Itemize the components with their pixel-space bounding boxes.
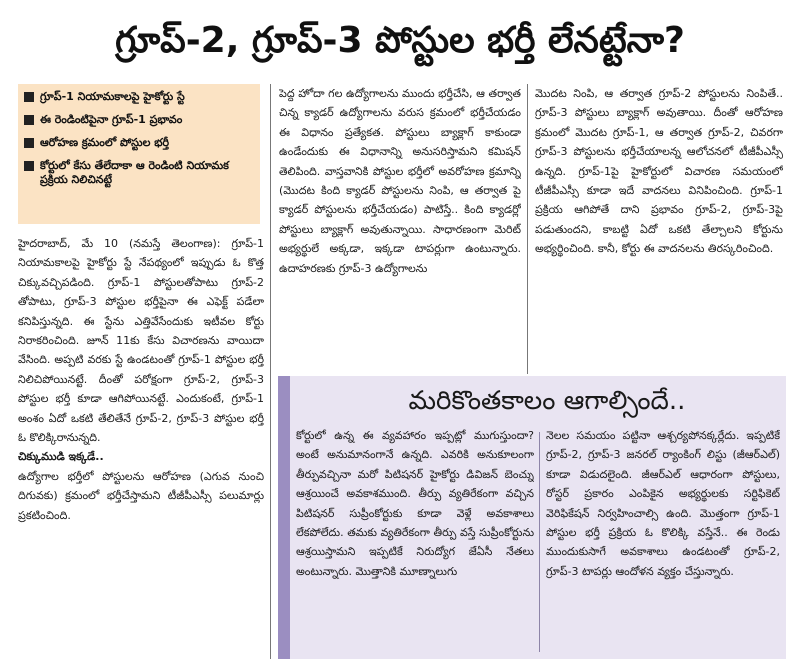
- highlight-text: ఆరోహణ క్రమంలో పోస్టుల భర్తీ: [40, 136, 170, 149]
- sidebar-box: [278, 376, 786, 659]
- article-paragraph: పెద్ద హోదా గల ఉద్యోగాలను ముందు భర్తీచేసి, ఆ తర్వాత చిన్న క్యాడర్ ఉద్యోగాలను వరుస క్రమంలో భర్తీచేయడం ఈ విధానం ప్రత్యేకత. పోస్టులు బ్యాక్లాగ్ కాకుండా ఉండేందుకు ఈ విధానాన్ని అనుసరిస్తామని కమిషన్ తెలిపింది. వాస్తవానికి పోస్టుల భర్తీలో అవరోహణ క్రమాన్ని (మొదట కింది క్యాడర్ పోస్టులను నింపి, ఆ తర్వాత పై క్యాడర్ పోస్టులను భర్తీచేయడం) పాటిస్తే.. కింది క్యాడర్లో పోస్టులు బ్యాక్లాగ్ అవుతున్నాయి. సాధారణంగా మెరిట్ అభ్యర్థులే అక్కడా, ఇక్కడా టాపర్లుగా ఉంటున్నారు. ఉదాహరణకు గ్రూప్-3 ఉద్యోగాలను: [279, 87, 521, 275]
- square-bullet-icon: [24, 115, 34, 125]
- highlights-box: [18, 84, 260, 224]
- column-divider: [270, 84, 271, 659]
- square-bullet-icon: [24, 138, 34, 148]
- article-lead-paragraph: హైదరాబాద్, మే 10 (నమస్తే తెలంగాణ): గ్రూప్-1 నియామకాలపై హైకోర్టు స్టే నేపథ్యంలో ఇప్పుడు ఓ కొత్త చిక్కువచ్చిపడింది. గ్రూప్-1 పోస్టులతోపాటు గ్రూప్-2 తోపాటు, గ్రూప్-3 పోస్టుల భర్తీపైనా ఈ ఎఫెక్ట్ పడేలా కనిపిస్తున్నది. ఈ స్టేను ఎత్తివేసేందుకు ఇటీవల కోర్టు నిరాకరించింది. జూన్ 11కు కేసు విచారణను వాయిదా వేసింది. అప్పటి వరకు స్టే ఉండటంతో గ్రూప్-1 పోస్టుల భర్తీ నిలిచిపోయినట్టే. దీంతో పరోక్షంగా గ్రూప్-2, గ్రూప్-3 పోస్టుల భర్తీ కూడా ఆగిపోయినట్టే. ఎందుకంటే, గ్రూప్-1 అంశం ఏదో ఒకటి తేలితేనే గ్రూప్-2, గ్రూప్-3 పోస్టుల భర్తీ ఓ కొలిక్కిరానున్నది.: [18, 237, 264, 445]
- highlight-item: [24, 159, 254, 187]
- highlight-text: గ్రూప్-1 నియామకాలపై హైకోర్టు స్టే: [40, 90, 185, 103]
- article-paragraph: కోర్టులో ఉన్న ఈ వ్యవహారం ఇప్పట్లో ముగుస్తుందా? అంటే అనుమానంగానే ఉన్నది. ఎవరికి అనుకూలంగా తీర్పువచ్చినా మరో పిటిషనర్ హైకోర్టు డివిజన్ బెంచ్ను ఆశ్రయించే అవకాశముంది. తీర్పు వ్యతిరేకంగా వచ్చిన పిటిషనర్ సుప్రీంకోర్టుకు కూడా వెళ్లే అవకాశాలు లేకపోలేదు. తమకు వ్యతిరేకంగా తీర్పు వస్తే సుప్రీంకోర్టును ఆశ్రయిస్తామని ఇప్పటికే నిరుద్యోగ జేఏసీ నేతలు అంటున్నారు. మొత్తానికి మూణ్నాలుగు: [296, 429, 534, 578]
- highlight-item: [24, 136, 254, 150]
- article-column-3: [535, 84, 783, 374]
- column-divider: [527, 84, 528, 374]
- highlight-item: [24, 90, 254, 104]
- sidebar-box-column-2: [546, 426, 780, 654]
- article-paragraph: ఉద్యోగాల భర్తీలో పోస్టులను ఆరోహణ (ఎగువ నుంచి దిగువకు) క్రమంలో భర్తీచేస్తామని టీజీపీఎస్సీ పలుమార్లు ప్రకటించింది.: [18, 469, 264, 522]
- article-paragraph: మొదట నింపి, ఆ తర్వాత గ్రూప్-2 పోస్టులను నింపితే.. గ్రూప్-3 పోస్టులు బ్యాక్లాగ్ అవుతాయి. దీంతో ఆరోహణ క్రమంలో మొదట గ్రూప్-1, ఆ తర్వాత గ్రూప్-2, చివరగా గ్రూప్-3 పోస్టులను భర్తీచేయాలన్న ఆలోచనలో టీజీపీఎస్సీ ఉన్నది. గ్రూప్-1పై హైకోర్టులో విచారణ సమయంలో టీజీపీఎస్సీ కూడా ఇదే వాదనలు వినిపించింది. గ్రూప్-1 ప్రక్రియ ఆగిపోతే దాని ప్రభావం గ్రూప్-2, గ్రూప్-3పై పడుతుందని, కాబట్టి ఏదో ఒకటి తేల్చాలని కోర్టును అభ్యర్థించింది. కానీ, కోర్టు ఈ వాదనలను తిరస్కరించింది.: [535, 87, 783, 256]
- article-paragraph: నెలల సమయం పట్టినా ఆశ్చర్యపోనక్కర్లేదు. ఇప్పటికే గ్రూప్-2, గ్రూప్-3 జనరల్ ర్యాంకింగ్ లిస్టు (జీఆర్ఎల్) కూడా విడుదలైంది. జీఆర్ఎల్ ఆధారంగా పోస్టులు, రోస్టర్ ప్రకారం ఎంపికైన అభ్యర్థులకు సర్టిఫికెట్ వెరిఫికేషన్ నిర్వహించాల్సి ఉంది. మొత్తంగా గ్రూప్-1 పోస్టుల భర్తీ ప్రక్రియ ఓ కొలిక్కి వస్తేనే.. ఈ రెండు ముందుకుసాగే అవకాశాలు ఉండటంతో గ్రూప్-2, గ్రూప్-3 టాపర్లు ఆందోళన వ్యక్తం చేస్తున్నారు.: [546, 429, 780, 578]
- column-divider: [539, 432, 540, 652]
- article-column-1: [18, 234, 264, 659]
- highlight-text: కోర్టులో కేసు తేలేదాకా ఆ రెండింటి నియామక ప్రక్రియ నిలిచినట్టే: [40, 159, 229, 186]
- sidebar-box-column-1: [296, 426, 534, 654]
- highlight-text: ఈ రెండింటిపైనా గ్రూప్-1 ప్రభావం: [40, 113, 183, 126]
- article-subhead: చిక్కుముడి ఇక్కడే..: [18, 450, 104, 464]
- square-bullet-icon: [24, 161, 34, 171]
- headline: గ్రూప్-2, గ్రూప్-3 పోస్టుల భర్తీ లేనట్టేనా?: [115, 20, 685, 61]
- highlight-item: [24, 113, 254, 127]
- sidebar-box-title: మరికొంతకాలం ఆగాల్సిందే..: [408, 386, 686, 416]
- square-bullet-icon: [24, 92, 34, 102]
- article-column-2: [279, 84, 521, 374]
